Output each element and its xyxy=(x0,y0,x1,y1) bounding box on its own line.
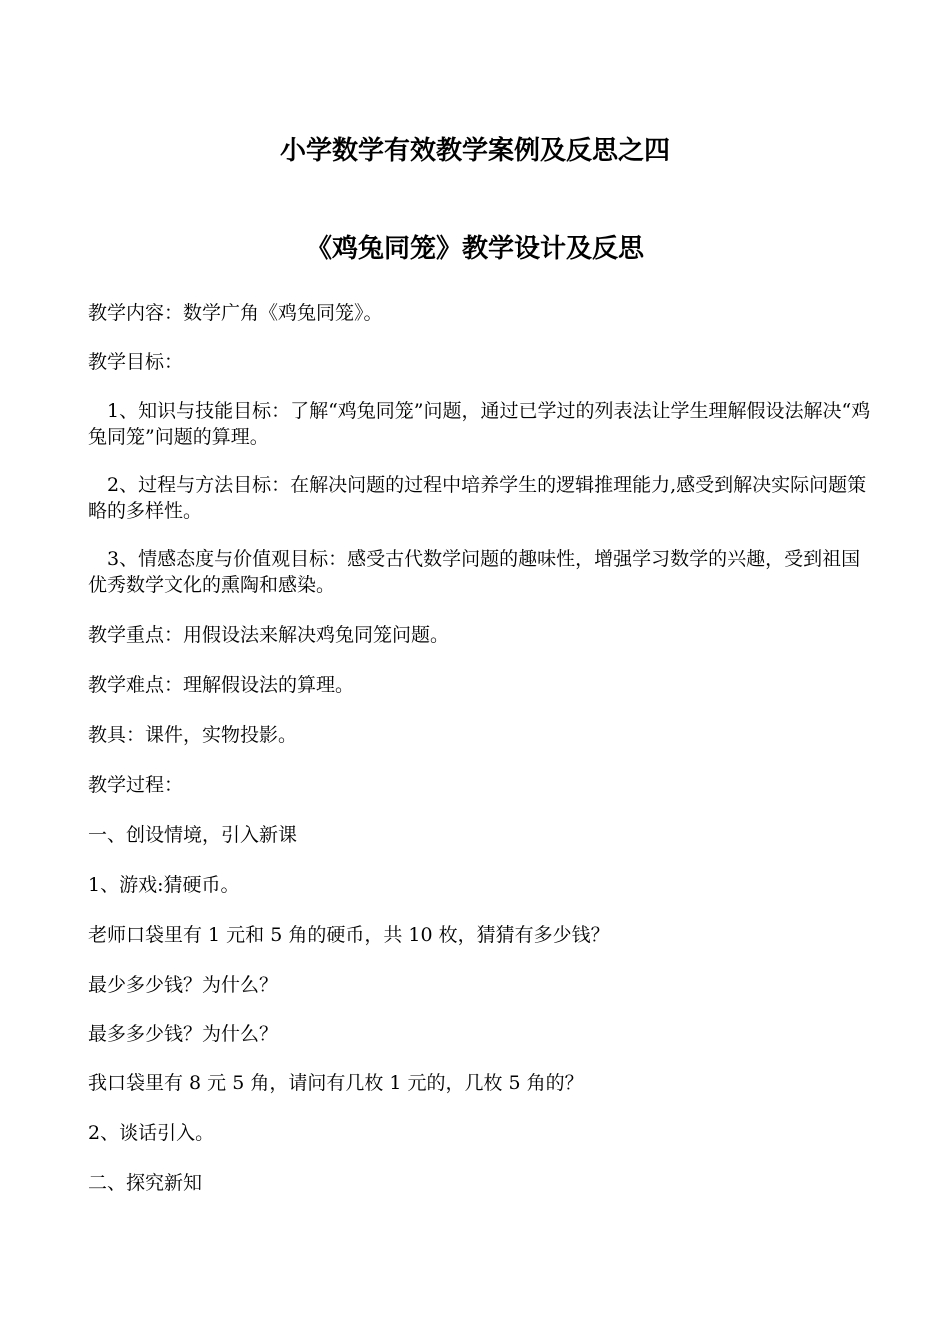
paragraph-game: 1、游戏:猜硬币。 xyxy=(88,874,240,896)
paragraph-talk-intro: 2、谈话引入。 xyxy=(88,1122,215,1144)
paragraph-teaching-goals: 教学目标： xyxy=(88,351,184,373)
paragraph-teaching-content: 教学内容：数学广角《鸡兔同笼》。 xyxy=(88,302,383,324)
paragraph-most-money: 最多多少钱？为什么？ xyxy=(88,1023,279,1045)
paragraph-goal-process: 2、过程与方法目标：在解决问题的过程中培养学生的逻辑推理能力,感受到解决实际问题策略的多样性。 xyxy=(88,474,867,522)
paragraph-least-money: 最少多少钱？为什么？ xyxy=(88,974,279,996)
paragraph-teaching-process: 教学过程： xyxy=(88,774,184,796)
paragraph-goal-knowledge: 1、知识与技能目标：了解“鸡兔同笼”问题，通过已学过的列表法让学生理解假设法解决“鸡兔同笼”问题的算理。 xyxy=(88,400,871,448)
paragraph-section-two: 二、探究新知 xyxy=(88,1172,203,1194)
paragraph-key-point: 教学重点：用假设法来解决鸡兔同笼问题。 xyxy=(88,624,450,646)
paragraph-teaching-aids: 教具：课件，实物投影。 xyxy=(88,724,298,746)
paragraph-goal-attitude: 3、情感态度与价值观目标：感受古代数学问题的趣味性，增强学习数学的兴趣，受到祖国优秀数学文化的熏陶和感染。 xyxy=(88,548,861,596)
document-title: 小学数学有效教学案例及反思之四 xyxy=(279,136,670,166)
paragraph-section-one: 一、创设情境，引入新课 xyxy=(88,824,298,846)
paragraph-coins: 老师口袋里有 1 元和 5 角的硬币，共 10 枚，猜猜有多少钱？ xyxy=(88,924,610,946)
paragraph-difficulty: 教学难点：理解假设法的算理。 xyxy=(88,674,355,696)
paragraph-my-pocket: 我口袋里有 8 元 5 角，请问有几枚 1 元的，几枚 5 角的？ xyxy=(88,1072,584,1094)
document-subtitle: 《鸡兔同笼》教学设计及反思 xyxy=(305,234,644,264)
